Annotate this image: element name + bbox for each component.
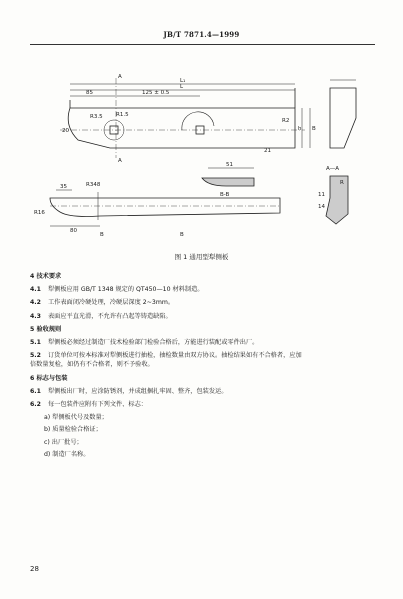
clause-4-2 xyxy=(30,300,375,306)
label-R16: R16 xyxy=(34,210,45,216)
section-4-heading: 4 技术要求 xyxy=(30,273,62,280)
clause-text: 工作表面闭冷硬处理，冷硬层深度 2~3mm。 xyxy=(48,299,175,307)
clause-5-2-continuation: 倍数量复检，如仍有不合格者，则不予验收。 xyxy=(30,361,154,369)
clause-text: 表面应平直光滑，不允许有凸起等铸造缺陷。 xyxy=(48,312,172,320)
label-AA: A—A xyxy=(326,166,340,172)
clause-number: 4.3 xyxy=(30,312,41,320)
label-R-sign: R xyxy=(340,180,344,186)
clause-6-2 xyxy=(30,402,375,408)
clause-number: 5.2 xyxy=(30,352,41,360)
figure-caption: 图 1 通用型犁侧板 xyxy=(174,253,229,261)
label-BB: B-B xyxy=(220,192,230,198)
clause-6-1 xyxy=(30,389,375,395)
standard-number-header: JB/T 7871.4—1999 xyxy=(163,30,240,39)
lower-plate xyxy=(50,198,280,217)
clause-text: 订货单位可按本标准对犁侧板进行抽检，抽检数量由双方协议。抽检结果如有不合格者，应加 xyxy=(48,352,302,360)
label-L1: L₁ xyxy=(180,78,186,84)
clause-4-1 xyxy=(30,287,375,293)
section-bb xyxy=(202,178,254,186)
label-11: 11 xyxy=(318,192,325,198)
label-80: 80 xyxy=(70,228,77,234)
clause-5-1 xyxy=(30,340,375,346)
page-number: 28 xyxy=(30,565,39,573)
label-R3-5: R3.5 xyxy=(90,114,103,120)
label-B-right: B xyxy=(180,232,184,238)
label-125: 125 ± 0.5 xyxy=(142,90,170,96)
clause-number: 6.2 xyxy=(30,401,41,409)
label-A-bottom: A xyxy=(118,158,122,164)
section-5-heading: 5 验收规则 xyxy=(30,325,62,333)
clause-number: 4.1 xyxy=(30,286,41,294)
list-item: b) 质量检验合格证； xyxy=(44,426,102,434)
right-profile xyxy=(330,88,356,148)
label-R1-5: R1.5 xyxy=(116,112,129,118)
label-R348: R348 xyxy=(86,182,101,188)
clause-number: 4.2 xyxy=(30,299,41,307)
label-85: 85 xyxy=(86,90,93,96)
label-R2: R2 xyxy=(282,118,290,124)
label-51: 51 xyxy=(226,162,233,168)
label-B-left: B xyxy=(100,232,104,238)
clause-text: 犁侧板应用 GB/T 1348 规定的 QT450—10 材料制造。 xyxy=(48,286,204,294)
clause-text: 犁侧板出厂时，应涂防锈剂，并成组捆扎牢固、整齐，包装发运。 xyxy=(48,387,228,395)
clause-5-2 xyxy=(30,353,375,359)
clause-text: 每一包装件应附有下列文件、标志： xyxy=(48,401,147,409)
list-item: a) 犁侧板代号及数量； xyxy=(44,414,108,422)
label-14: 14 xyxy=(318,204,325,210)
label-L: L xyxy=(180,84,184,90)
clause-number: 6.1 xyxy=(30,387,41,395)
list-item: d) 制造厂名称。 xyxy=(44,450,90,458)
clause-number: 5.1 xyxy=(30,339,41,347)
body-content xyxy=(30,270,375,464)
section-6-heading: 6 标志与包装 xyxy=(30,374,68,382)
label-h: h xyxy=(298,126,302,132)
label-35: 35 xyxy=(60,184,67,190)
label-A-top: A xyxy=(118,74,122,80)
clause-text: 犁侧板必须经过制造厂技术检验部门检验合格后，方能进行装配或零件出厂。 xyxy=(48,339,259,347)
section-aa xyxy=(326,176,348,224)
list-item: c) 出厂批号； xyxy=(44,438,83,446)
clause-4-3 xyxy=(30,314,375,320)
label-21: 21 xyxy=(264,148,271,154)
label-20: 20 xyxy=(62,128,69,134)
technical-drawing xyxy=(30,48,375,248)
header-rule xyxy=(30,44,375,45)
label-B-dim: B xyxy=(312,126,316,132)
